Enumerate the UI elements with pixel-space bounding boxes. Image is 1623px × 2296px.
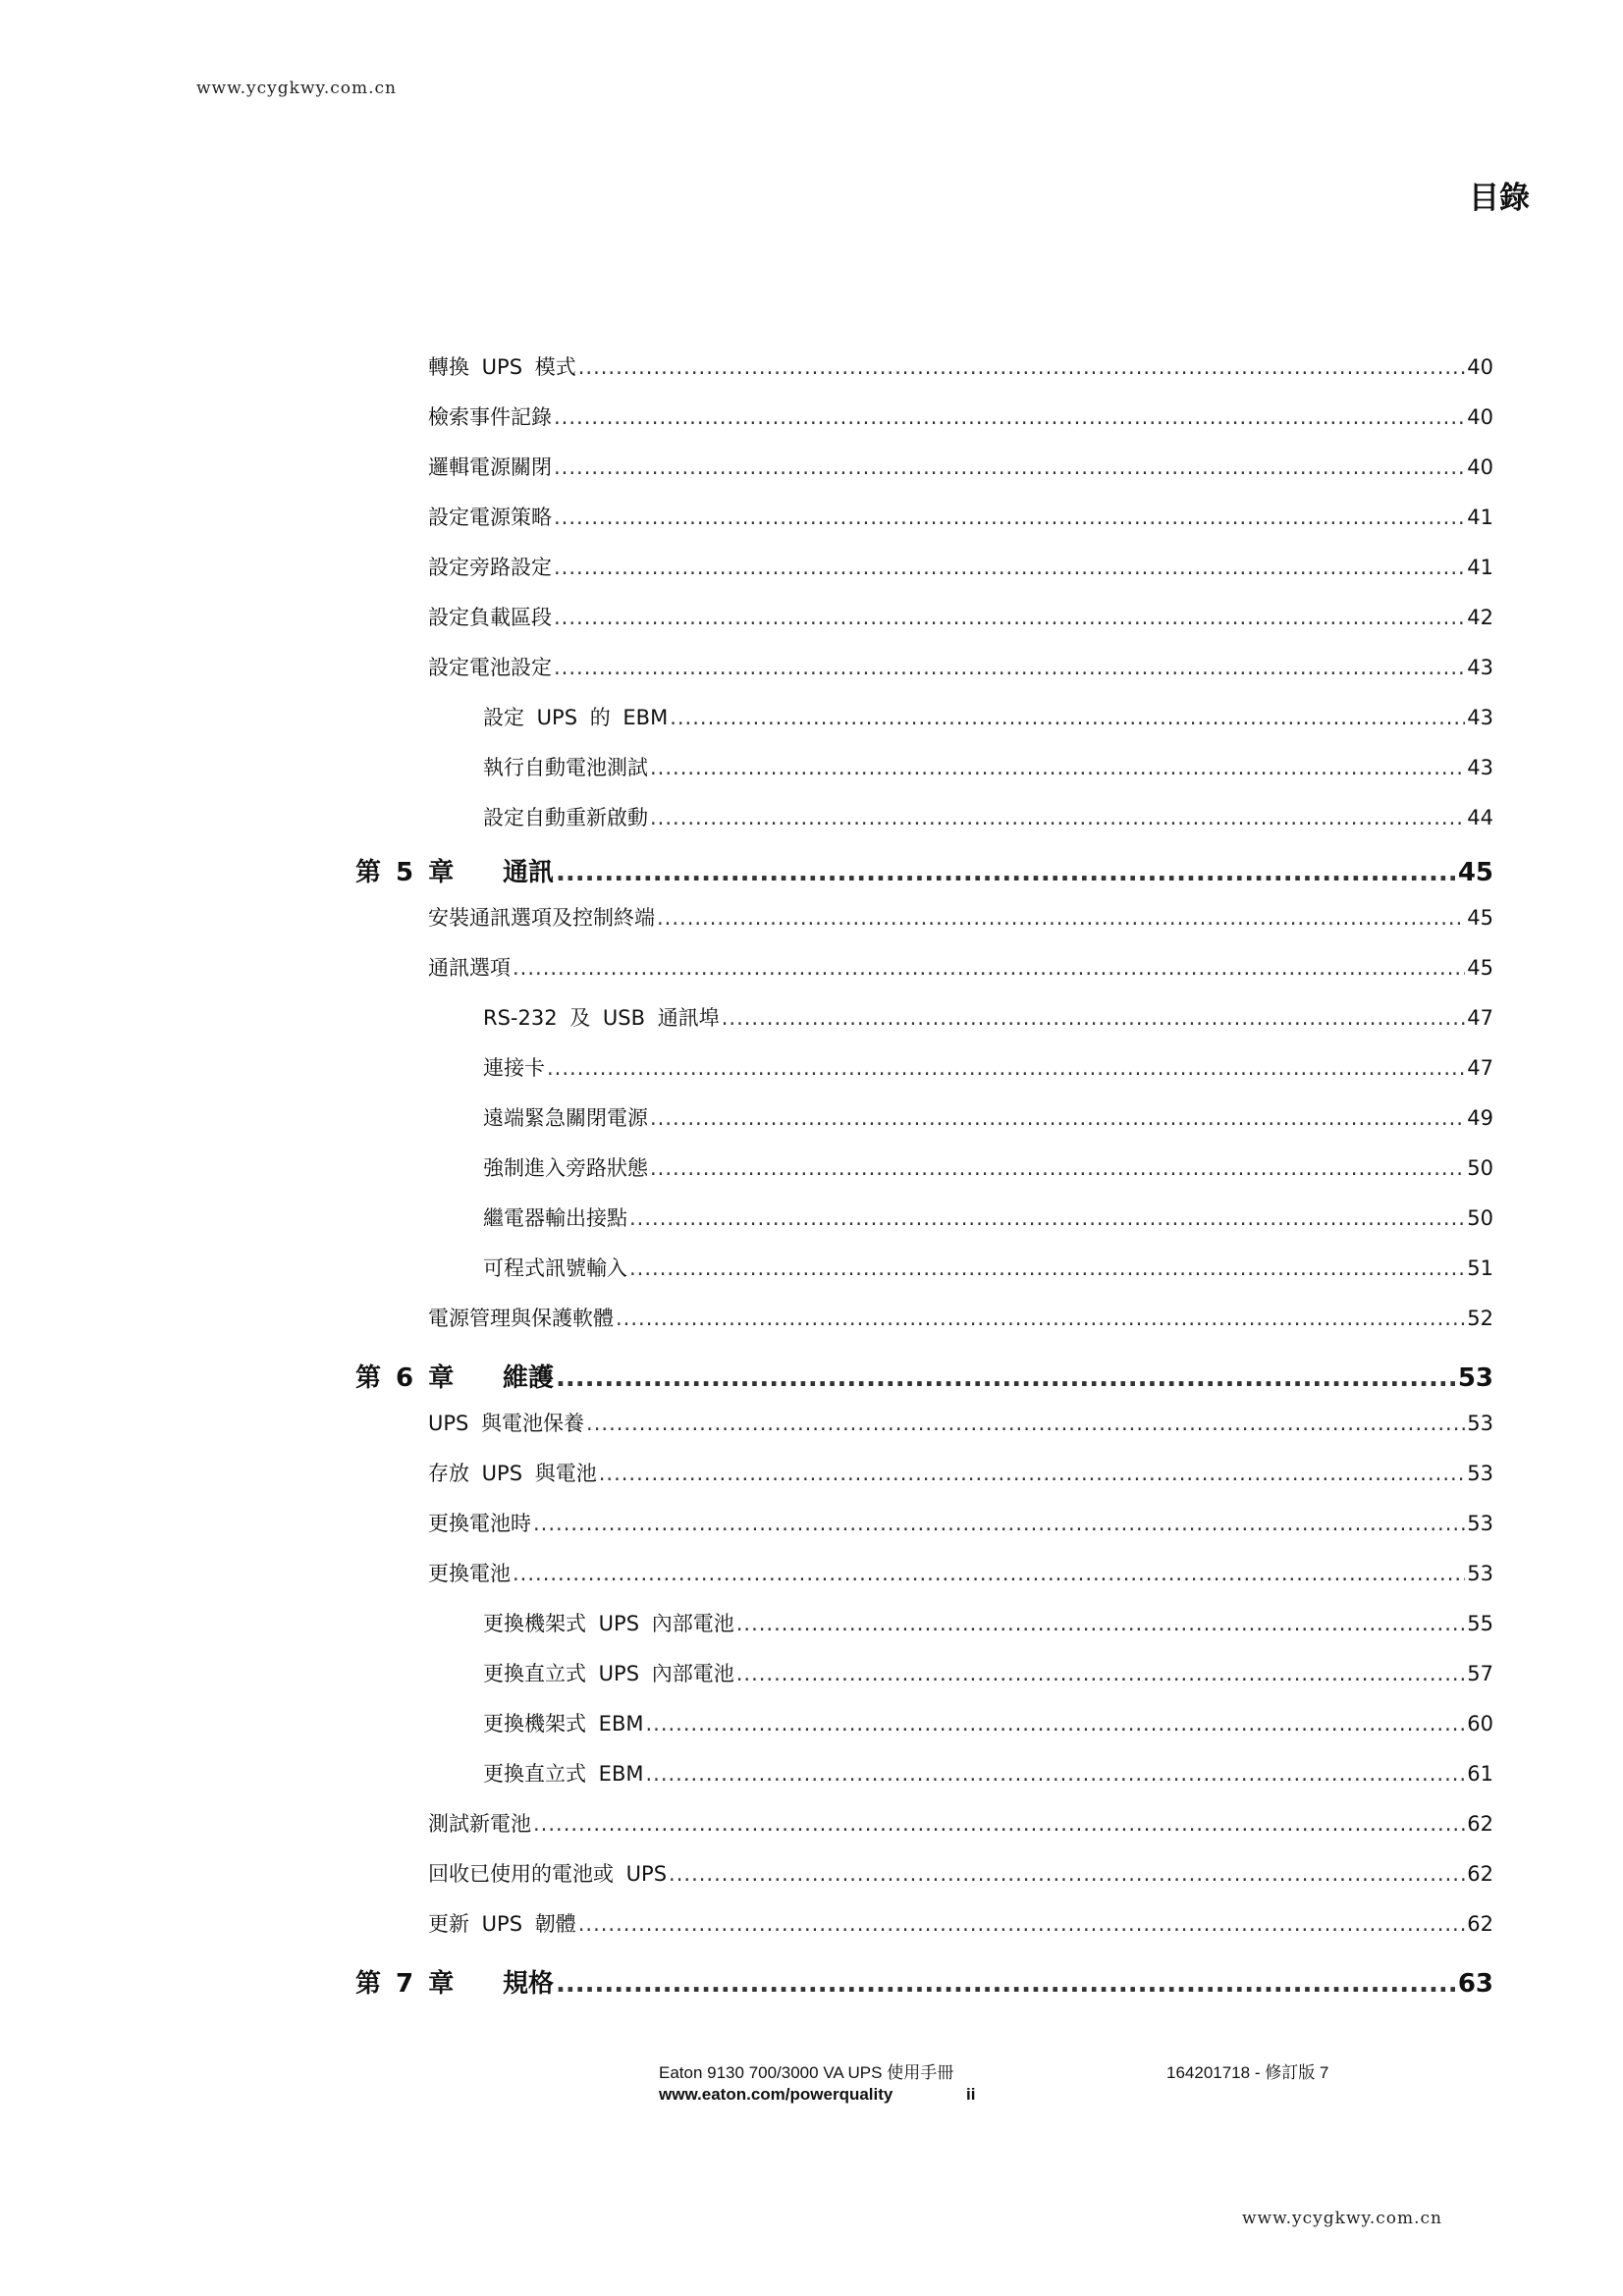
toc-page-number: 61 bbox=[1467, 1762, 1493, 1786]
toc-leader-dots bbox=[554, 506, 1465, 529]
footer-manual-title: Eaton 9130 700/3000 VA UPS 使用手冊 bbox=[659, 2063, 954, 2082]
toc-entry[interactable] bbox=[483, 1052, 1493, 1082]
toc-entry[interactable] bbox=[428, 502, 1493, 531]
toc-entry[interactable] bbox=[428, 902, 1493, 932]
toc-entry-label: 更換機架式 UPS 內部電池 bbox=[483, 1612, 734, 1635]
toc-entry[interactable] bbox=[483, 702, 1493, 731]
toc-page-number: 45 bbox=[1467, 956, 1493, 980]
toc-page-number: 50 bbox=[1467, 1206, 1493, 1230]
toc-leader-dots bbox=[616, 1307, 1465, 1330]
toc-entry-label: 更換電池 bbox=[428, 1562, 511, 1585]
toc-entry-label: 執行自動電池測試 bbox=[483, 756, 648, 779]
toc-entry-label: 維護 bbox=[503, 1363, 555, 1393]
toc-entry-label: 轉換 UPS 模式 bbox=[428, 355, 576, 379]
toc-leader-dots bbox=[645, 1712, 1465, 1735]
toc-entry[interactable] bbox=[483, 1152, 1493, 1182]
toc-entry[interactable] bbox=[428, 1808, 1493, 1838]
toc-entry[interactable] bbox=[428, 952, 1493, 982]
toc-leader-dots bbox=[513, 1562, 1465, 1585]
watermark-top: www.ycygkwy.com.cn bbox=[196, 79, 398, 98]
toc-entry-label: 規格 bbox=[503, 1969, 555, 1999]
toc-entry-label: 測試新電池 bbox=[428, 1812, 531, 1836]
toc-page-number: 53 bbox=[1457, 1363, 1493, 1393]
toc-page-number: 41 bbox=[1467, 506, 1493, 529]
toc-leader-dots bbox=[586, 1412, 1465, 1435]
toc-entry-label: 更換直立式 UPS 內部電池 bbox=[483, 1662, 734, 1685]
toc-entry[interactable] bbox=[483, 1758, 1493, 1788]
toc-page-number: 51 bbox=[1467, 1256, 1493, 1280]
toc-entry[interactable] bbox=[483, 752, 1493, 781]
toc-entry-label: 回收已使用的電池或 UPS bbox=[428, 1862, 668, 1886]
toc-entry-label: 更換電池時 bbox=[428, 1512, 531, 1535]
toc-entry[interactable] bbox=[483, 1658, 1493, 1687]
toc-page-number: 43 bbox=[1467, 706, 1493, 729]
toc-entry-label: 設定自動重新啟動 bbox=[483, 806, 648, 829]
toc-page-number: 55 bbox=[1467, 1612, 1493, 1635]
toc-entry[interactable] bbox=[428, 1303, 1493, 1332]
toc-entry[interactable] bbox=[428, 452, 1493, 481]
toc-page-number: 47 bbox=[1467, 1006, 1493, 1030]
toc-entry-label: 強制進入旁路狀態 bbox=[483, 1156, 648, 1180]
toc-leader-dots bbox=[554, 405, 1465, 429]
toc-leader-dots bbox=[554, 455, 1465, 479]
toc-page-number: 40 bbox=[1467, 455, 1493, 479]
toc-entry[interactable] bbox=[428, 401, 1493, 431]
watermark-bottom: www.ycygkwy.com.cn bbox=[1242, 2209, 1443, 2228]
toc-page-number: 43 bbox=[1467, 656, 1493, 679]
toc-page-number: 40 bbox=[1467, 355, 1493, 379]
toc-leader-dots bbox=[578, 355, 1466, 379]
toc-leader-dots bbox=[650, 756, 1465, 779]
toc-leader-dots bbox=[554, 656, 1465, 679]
toc-entry-label: 設定電源策略 bbox=[428, 506, 552, 529]
toc-leader-dots bbox=[556, 1969, 1456, 1999]
toc-entry[interactable] bbox=[428, 1908, 1493, 1938]
toc-chapter-entry[interactable] bbox=[355, 1963, 1493, 2000]
toc-page-number: 53 bbox=[1467, 1412, 1493, 1435]
toc-leader-dots bbox=[556, 858, 1456, 887]
toc-page-number: 47 bbox=[1467, 1056, 1493, 1080]
toc-entry-label: 連接卡 bbox=[483, 1056, 545, 1080]
toc-chapter-entry[interactable] bbox=[355, 1358, 1493, 1394]
toc-page-number: 49 bbox=[1467, 1106, 1493, 1130]
toc-chapter-number: 第 5 章 bbox=[355, 858, 455, 887]
toc-entry[interactable] bbox=[428, 1458, 1493, 1487]
toc-entry-label: 存放 UPS 與電池 bbox=[428, 1462, 597, 1485]
toc-leader-dots bbox=[629, 1206, 1465, 1230]
toc-leader-dots bbox=[547, 1056, 1465, 1080]
toc-page-number: 52 bbox=[1467, 1307, 1493, 1330]
toc-leader-dots bbox=[669, 1862, 1465, 1886]
toc-entry-label: 設定負載區段 bbox=[428, 606, 552, 629]
toc-leader-dots bbox=[578, 1912, 1466, 1936]
toc-page-number: 41 bbox=[1467, 556, 1493, 579]
toc-page-number: 50 bbox=[1467, 1156, 1493, 1180]
toc-entry-label: 更換直立式 EBM bbox=[483, 1762, 644, 1786]
toc-leader-dots bbox=[513, 956, 1465, 980]
toc-page-number: 43 bbox=[1467, 756, 1493, 779]
toc-page-number: 62 bbox=[1467, 1862, 1493, 1886]
toc-entry-label: 通訊選項 bbox=[428, 956, 511, 980]
toc-entry[interactable] bbox=[428, 1558, 1493, 1587]
toc-entry-label: 設定 UPS 的 EBM bbox=[483, 706, 669, 729]
toc-chapter-number: 第 6 章 bbox=[355, 1363, 455, 1393]
toc-entry[interactable] bbox=[483, 1708, 1493, 1737]
toc-page-number: 45 bbox=[1467, 906, 1493, 930]
toc-entry[interactable] bbox=[483, 1608, 1493, 1637]
toc-page-number: 45 bbox=[1457, 858, 1493, 887]
toc-entry[interactable] bbox=[483, 1253, 1493, 1282]
toc-leader-dots bbox=[736, 1662, 1466, 1685]
footer-doc-number: 164201718 - 修訂版 7 bbox=[1166, 2063, 1329, 2082]
toc-entry[interactable] bbox=[428, 1408, 1493, 1437]
toc-leader-dots bbox=[533, 1512, 1465, 1535]
toc-leader-dots bbox=[650, 806, 1465, 829]
toc-page-number: 53 bbox=[1467, 1462, 1493, 1485]
toc-entry-label: UPS 與電池保養 bbox=[428, 1412, 585, 1435]
toc-entry[interactable] bbox=[428, 552, 1493, 581]
toc-chapter-number: 第 7 章 bbox=[355, 1969, 455, 1999]
toc-entry[interactable] bbox=[428, 602, 1493, 631]
toc-entry[interactable] bbox=[428, 1858, 1493, 1888]
toc-page-number: 42 bbox=[1467, 606, 1493, 629]
toc-leader-dots bbox=[650, 1156, 1465, 1180]
toc-leader-dots bbox=[722, 1006, 1466, 1030]
toc-entry-label: 設定電池設定 bbox=[428, 656, 552, 679]
toc-entry-label: RS-232 及 USB 通訊埠 bbox=[483, 1006, 720, 1030]
toc-leader-dots bbox=[629, 1256, 1465, 1280]
toc-leader-dots bbox=[599, 1462, 1466, 1485]
toc-page-number: 62 bbox=[1467, 1812, 1493, 1836]
toc-leader-dots bbox=[554, 556, 1465, 579]
toc-page-number: 60 bbox=[1467, 1712, 1493, 1735]
toc-leader-dots bbox=[657, 906, 1465, 930]
toc-leader-dots bbox=[556, 1363, 1456, 1393]
footer-page-number: ii bbox=[966, 2085, 976, 2104]
toc-leader-dots bbox=[554, 606, 1465, 629]
footer-url: www.eaton.com/powerquality bbox=[659, 2085, 893, 2104]
toc-entry-label: 邏輯電源關閉 bbox=[428, 455, 552, 479]
toc-page-number: 62 bbox=[1467, 1912, 1493, 1936]
toc-page-number: 53 bbox=[1467, 1562, 1493, 1585]
toc-leader-dots bbox=[670, 706, 1465, 729]
toc-leader-dots bbox=[650, 1106, 1465, 1130]
toc-page-number: 53 bbox=[1467, 1512, 1493, 1535]
toc-entry-label: 電源管理與保護軟體 bbox=[428, 1307, 614, 1330]
toc-entry[interactable] bbox=[483, 1202, 1493, 1232]
toc-chapter-entry[interactable] bbox=[355, 852, 1493, 888]
toc-entry-label: 遠端緊急關閉電源 bbox=[483, 1106, 648, 1130]
toc-entry-label: 設定旁路設定 bbox=[428, 556, 552, 579]
toc-entry-label: 可程式訊號輸入 bbox=[483, 1256, 627, 1280]
toc-entry[interactable] bbox=[428, 351, 1493, 381]
toc-entry-label: 繼電器輸出接點 bbox=[483, 1206, 627, 1230]
page-heading: 目錄 bbox=[1469, 181, 1530, 216]
toc-leader-dots bbox=[645, 1762, 1465, 1786]
toc-entry-label: 檢索事件記錄 bbox=[428, 405, 552, 429]
toc-entry[interactable] bbox=[483, 802, 1493, 831]
toc-leader-dots bbox=[736, 1612, 1466, 1635]
toc-entry[interactable] bbox=[428, 652, 1493, 681]
toc-page-number: 63 bbox=[1457, 1969, 1493, 1999]
toc-entry[interactable] bbox=[483, 1102, 1493, 1132]
toc-entry-label: 通訊 bbox=[503, 858, 555, 887]
toc-entry[interactable] bbox=[483, 1002, 1493, 1032]
toc-page-number: 57 bbox=[1467, 1662, 1493, 1685]
toc-entry-label: 更換機架式 EBM bbox=[483, 1712, 644, 1735]
toc-page-number: 40 bbox=[1467, 405, 1493, 429]
toc-entry-label: 更新 UPS 韌體 bbox=[428, 1912, 576, 1936]
toc-page-number: 44 bbox=[1467, 806, 1493, 829]
toc-leader-dots bbox=[533, 1812, 1465, 1836]
toc-entry-label: 安裝通訊選項及控制終端 bbox=[428, 906, 655, 930]
toc-entry[interactable] bbox=[428, 1508, 1493, 1537]
